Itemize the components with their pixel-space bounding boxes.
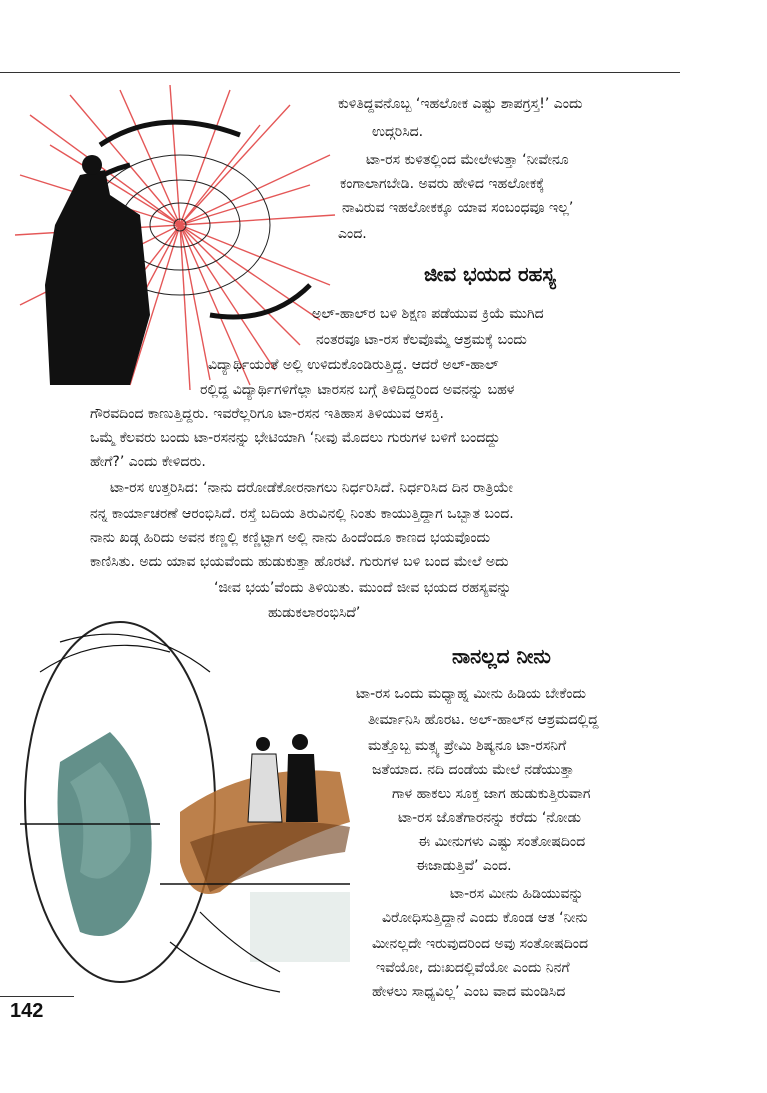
- section3-line: ಗಾಳ ಹಾಕಲು ಸೂಕ್ತ ಜಾಗ ಹುಡುಕುತ್ತಿರುವಾಗ: [392, 786, 591, 802]
- section3-line: ಈಜಾಡುತ್ತಿವೆ’ ಎಂದ.: [416, 858, 512, 874]
- section1-line: ಟಾ-ರಸ ಕುಳಿತಲ್ಲಿಂದ ಮೇಲೇಳುತ್ತಾ ‘ನೀವೇನೂ: [366, 152, 569, 168]
- section3-line: ಜತೆಯಾದ. ನದಿ ದಂಡೆಯ ಮೇಲೆ ನಡೆಯುತ್ತಾ: [372, 762, 575, 778]
- page-number-rule: [0, 996, 74, 997]
- illustration-explosion: [10, 85, 340, 390]
- section1-line: ಉದ್ಗರಿಸಿದ.: [372, 124, 424, 140]
- illustration-river: [20, 612, 400, 1002]
- section2-line: ನನ್ನ ಕಾರ್ಯಾಚರಣೆ ಆರಂಭಿಸಿದೆ. ರಸ್ತೆ ಬದಿಯ ತಿರುವಿನಲ್ಲಿ ನಿಂತು ಕಾಯುತ್ತಿದ್ದಾಗ ಒಬ್ಬಾತ ಬಂದ.: [90, 506, 514, 522]
- section2-line: ಹೇಗೆ?’ ಎಂದು ಕೇಳಿದರು.: [90, 454, 206, 470]
- section2-line: ವಿದ್ಯಾರ್ಥಿಯಂತೆ ಅಲ್ಲಿ ಉಳಿದುಕೊಂಡಿರುತ್ತಿದ್ದ. ಆದರೆ ಅಲ್-ಹಾಲ್: [208, 357, 499, 373]
- section3-line: ಇವೆಯೋ, ದುಃಖದಲ್ಲಿವೆಯೋ ಎಂದು ನಿನಗೆ: [376, 960, 570, 976]
- section2-line: ಕಾಣಿಸಿತು. ಅದು ಯಾವ ಭಯವೆಂದು ಹುಡುಕುತ್ತಾ ಹೊರಟೆ. ಗುರುಗಳ ಬಳಿ ಬಂದ ಮೇಲೆ ಅದು: [90, 554, 509, 570]
- section2-line: ಒಮ್ಮೆ ಕೆಲವರು ಬಂದು ಟಾ-ರಸನನ್ನು ಭೇಟಿಯಾಗಿ ‘ನೀವು ಮೊದಲು ಗುರುಗಳ ಬಳಿಗೆ ಬಂದದ್ದು: [90, 430, 501, 446]
- section3-line: ಮೀನಲ್ಲದೇ ಇರುವುದರಿಂದ ಅವು ಸಂತೋಷದಿಂದ: [372, 936, 588, 952]
- section2-line: ನಂತರವೂ ಟಾ-ರಸ ಕೆಲವೊಮ್ಮೆ ಆಶ್ರಮಕ್ಕೆ ಬಂದು: [316, 332, 527, 348]
- section1-line: ಎಂದ.: [338, 226, 367, 242]
- section1-line: ನಾವಿರುವ ಇಹಲೋಕಕ್ಕೂ ಯಾವ ಸಂಬಂಧವೂ ಇಲ್ಲ’: [342, 200, 574, 216]
- section2-line: ರಲ್ಲಿದ್ದ ವಿದ್ಯಾರ್ಥಿಗಳಿಗೆಲ್ಲಾ ಟಾರಸನ ಬಗ್ಗೆ ತಿಳಿದಿದ್ದರಿಂದ ಅವನನ್ನು ಬಹಳ: [200, 382, 515, 398]
- section2-heading: ಜೀವ ಭಯದ ರಹಸ್ಯ: [424, 262, 556, 286]
- section2-line: ಅಲ್-ಹಾಲ್‌ರ ಬಳಿ ಶಿಕ್ಷಣ ಪಡೆಯುವ ಕ್ರಿಯೆ ಮುಗಿದ: [312, 306, 544, 322]
- section2-line: ಹುಡುಕಲಾರಂಭಿಸಿದೆ’: [268, 605, 361, 621]
- page-number: 142: [10, 1000, 44, 1022]
- section3-line: ತೀರ್ಮಾನಿಸಿ ಹೊರಟ. ಅಲ್-ಹಾಲ್‌ನ ಆಶ್ರಮದಲ್ಲಿದ್ದ: [368, 712, 599, 728]
- section3-line: ಟಾ-ರಸ ಮೀನು ಹಿಡಿಯುವನ್ನು: [450, 886, 584, 902]
- section1-line: ಕಂಗಾಲಾಗಬೇಡಿ. ಅವರು ಹೇಳಿದ ಇಹಲೋಕಕ್ಕೆ: [340, 176, 545, 192]
- section3-line: ವಿರೋಧಿಸುತ್ತಿದ್ದಾನೆ ಎಂದು ಕೊಂಡ ಆತ ‘ನೀನು: [382, 910, 588, 926]
- section3-line: ಈ ಮೀನುಗಳು ಎಷ್ಟು ಸಂತೋಷದಿಂದ: [418, 834, 586, 850]
- section1-line: ಕುಳಿತಿದ್ದವನೊಬ್ಬ ‘ಇಹಲೋಕ ಎಷ್ಟು ಶಾಪಗ್ರಸ್ತ!’ ಎಂದು: [338, 96, 583, 112]
- section2-line: ಗೌರವದಿಂದ ಕಾಣುತ್ತಿದ್ದರು. ಇವರೆಲ್ಲರಿಗೂ ಟಾ-ರಸನ ಇತಿಹಾಸ ತಿಳಿಯುವ ಆಸಕ್ತಿ.: [90, 406, 445, 422]
- section2-line: ಟಾ-ರಸ ಉತ್ತರಿಸಿದ: ‘ನಾನು ದರೋಡೆಕೋರನಾಗಲು ನಿರ್ಧರಿಸಿದೆ. ನಿರ್ಧರಿಸಿದ ದಿನ ರಾತ್ರಿಯೇ: [110, 480, 513, 496]
- section2-line: ನಾನು ಖಡ್ಗ ಹಿರಿದು ಅವನ ಕಣ್ಣಲ್ಲಿ ಕಣ್ಣಿಟ್ಟಾಗ ಅಲ್ಲಿ ನಾನು ಹಿಂದೆಂದೂ ಕಾಣದ ಭಯವೊಂದು: [90, 530, 491, 546]
- river-art-icon: [20, 612, 400, 1002]
- explosion-art-icon: [10, 85, 340, 390]
- section3-line: ಟಾ-ರಸ ಜೊತೆಗಾರನನ್ನು ಕರೆದು ‘ನೋಡು: [398, 810, 581, 826]
- section3-heading: ನಾನಲ್ಲದ ನೀನು: [452, 644, 551, 668]
- section3-line: ಟಾ-ರಸ ಒಂದು ಮಧ್ಯಾಹ್ನ ಮೀನು ಹಿಡಿಯ ಬೇಕೆಂದು: [356, 686, 586, 702]
- section2-line: ‘ಜೀವ ಭಯ’ವೆಂದು ತಿಳಿಯಿತು. ಮುಂದೆ ಜೀವ ಭಯದ ರಹಸ್ಯವನ್ನು: [214, 580, 512, 596]
- top-rule: [0, 72, 680, 73]
- section3-line: ಮತ್ತೊಬ್ಬ ಮತ್ಸ್ಯ ಪ್ರೇಮಿ ಶಿಷ್ಯನೂ ಟಾ-ರಸನಿಗೆ: [368, 738, 567, 754]
- section3-line: ಹೇಳಲು ಸಾಧ್ಯವಿಲ್ಲ’ ಎಂಬ ವಾದ ಮಂಡಿಸಿದ: [372, 984, 566, 1000]
